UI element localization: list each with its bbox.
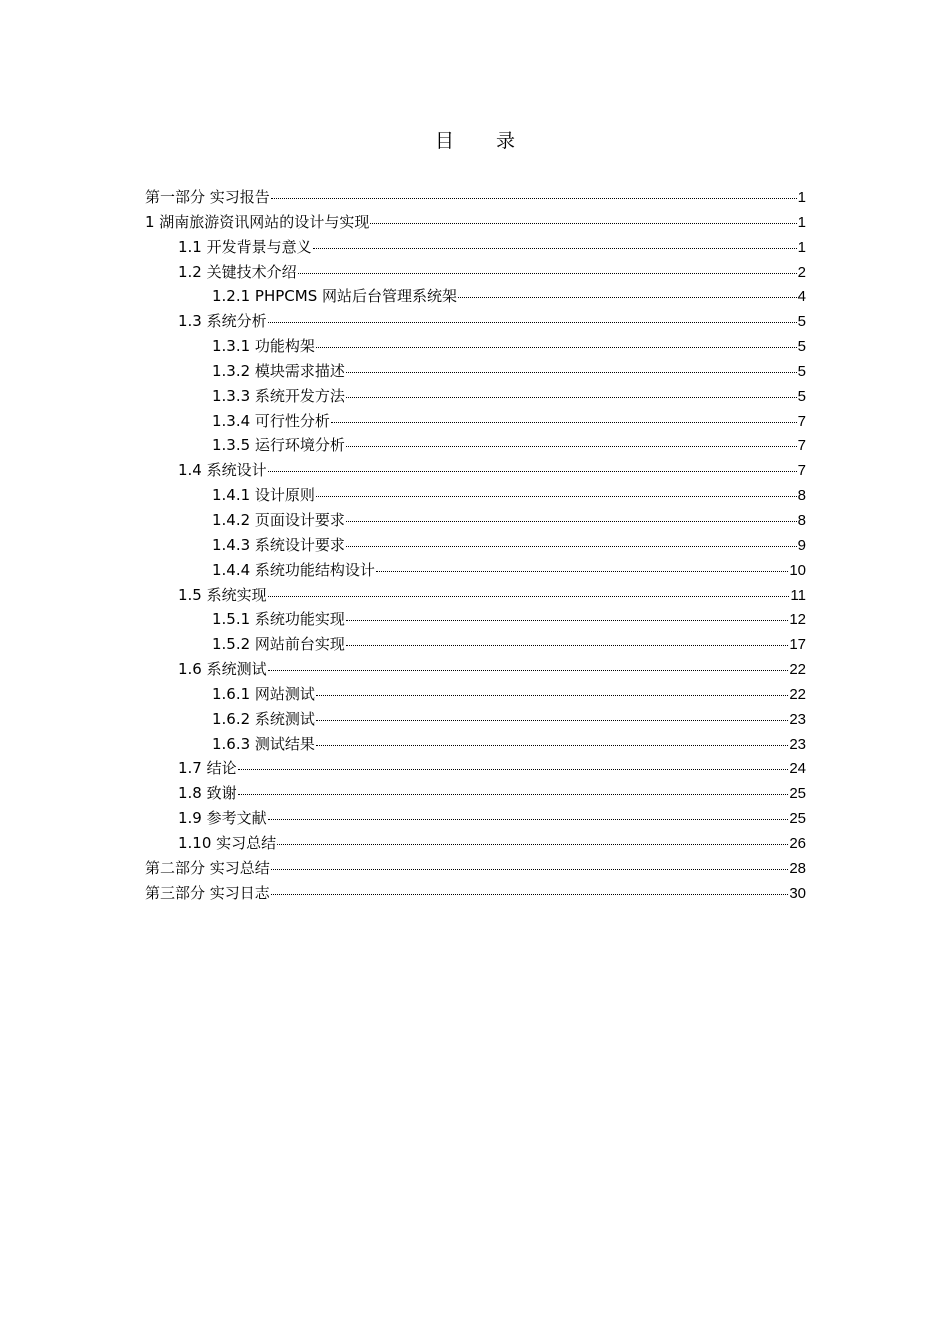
toc-leader-dots (313, 248, 797, 249)
toc-entry-text: 1.4.1 设计原则 (212, 486, 315, 505)
toc-entry-text: 1.3 系统分析 (178, 312, 267, 331)
toc-leader-dots (331, 422, 797, 423)
toc-entry[interactable] (145, 458, 806, 483)
toc-leader-dots (238, 769, 789, 770)
toc-entry-text: 1.3.2 模块需求描述 (212, 361, 345, 380)
toc-entry-text: 1.3.4 可行性分析 (212, 411, 330, 430)
toc-entry[interactable] (145, 284, 806, 309)
toc-entry-text: 1.4.2 页面设计要求 (212, 510, 345, 529)
toc-leader-dots (346, 372, 797, 373)
toc-entry-text: 1.6 系统测试 (178, 660, 267, 679)
toc-entry[interactable] (145, 682, 806, 707)
toc-entry[interactable] (145, 831, 806, 856)
toc-entry[interactable] (145, 235, 806, 260)
toc-page-number: 25 (789, 785, 806, 803)
toc-leader-dots (316, 745, 788, 746)
toc-entry-text: 1.6.3 测试结果 (212, 734, 315, 753)
toc-entry[interactable] (145, 309, 806, 334)
toc-leader-dots (316, 695, 788, 696)
toc-page-number: 7 (797, 462, 806, 480)
toc-entry-text: 1.3.3 系统开发方法 (212, 386, 345, 405)
toc-leader-dots (271, 894, 789, 895)
toc-entry-text: 1.2 关键技术介绍 (178, 262, 297, 281)
toc-leader-dots (316, 347, 797, 348)
toc-leader-dots (268, 322, 797, 323)
toc-leader-dots (238, 794, 789, 795)
toc-page-number: 12 (789, 611, 806, 629)
toc-leader-dots (346, 546, 797, 547)
toc-entry-text: 1.1 开发背景与意义 (178, 237, 312, 256)
toc-leader-dots (458, 297, 797, 298)
toc-entry[interactable] (145, 260, 806, 285)
toc-entry-text: 1.7 结论 (178, 759, 237, 778)
toc-entry-text: 1.8 致谢 (178, 784, 237, 803)
toc-leader-dots (268, 471, 797, 472)
toc-page-number: 7 (797, 437, 806, 455)
toc-entry-text: 第三部分 实习日志 (145, 883, 270, 902)
toc-entry[interactable] (145, 607, 806, 632)
toc-leader-dots (346, 645, 788, 646)
toc-leader-dots (316, 720, 788, 721)
toc-leader-dots (346, 446, 797, 447)
toc-entry-text: 1.6.2 系统测试 (212, 709, 315, 728)
toc-entry-text: 第二部分 实习总结 (145, 858, 270, 877)
toc-entry[interactable] (145, 483, 806, 508)
toc-leader-dots (346, 397, 797, 398)
toc-leader-dots (268, 596, 790, 597)
toc-entry[interactable] (145, 210, 806, 235)
toc-entry-text: 第一部分 实习报告 (145, 188, 270, 206)
toc-page-number: 7 (797, 412, 806, 430)
toc-entry[interactable] (145, 881, 806, 906)
toc-page-number: 22 (789, 661, 806, 679)
toc-leader-dots (277, 844, 788, 845)
toc-entry[interactable] (145, 781, 806, 806)
toc-entry[interactable] (145, 732, 806, 757)
toc-leader-dots (346, 521, 797, 522)
toc-entry[interactable] (145, 806, 806, 831)
table-of-contents (145, 185, 806, 905)
toc-page-number: 11 (790, 586, 806, 604)
toc-title: 目 录 (434, 130, 534, 152)
toc-entry[interactable] (145, 583, 806, 608)
toc-entry-text: 1.10 实习总结 (178, 833, 277, 852)
toc-page-number: 5 (797, 362, 806, 380)
toc-entry-text: 1.6.1 网站测试 (212, 684, 315, 703)
toc-leader-dots (268, 819, 789, 820)
toc-entry-text: 1.4 系统设计 (178, 461, 267, 480)
toc-entry[interactable] (145, 508, 806, 533)
toc-entry[interactable] (145, 334, 806, 359)
toc-entry[interactable] (145, 756, 806, 781)
toc-page-number: 22 (789, 685, 806, 703)
toc-leader-dots (376, 571, 788, 572)
toc-leader-dots (271, 869, 789, 870)
toc-entry-text: 1.3.5 运行环境分析 (212, 436, 345, 455)
toc-leader-dots (268, 670, 789, 671)
toc-entry[interactable] (145, 657, 806, 682)
toc-entry[interactable] (145, 384, 806, 409)
toc-page-number: 25 (789, 810, 806, 828)
toc-entry-text: 1.5 系统实现 (178, 585, 267, 604)
toc-leader-dots (271, 198, 797, 199)
toc-entry[interactable] (145, 359, 806, 384)
toc-entry-text: 1.4.3 系统设计要求 (212, 535, 345, 554)
toc-entry[interactable] (145, 707, 806, 732)
toc-leader-dots (298, 273, 797, 274)
toc-page-number: 5 (797, 338, 806, 356)
toc-page-number: 24 (789, 760, 806, 778)
toc-entry[interactable] (145, 533, 806, 558)
toc-page-number: 8 (797, 511, 806, 529)
toc-page-number: 30 (789, 884, 806, 902)
toc-entry-text: 1 湖南旅游资讯网站的设计与实现 (145, 212, 370, 231)
toc-page-number: 26 (789, 834, 806, 852)
toc-page-number: 2 (797, 263, 806, 281)
toc-page-number: 17 (789, 636, 806, 654)
toc-page-number: 28 (789, 859, 806, 877)
toc-leader-dots (346, 620, 788, 621)
toc-page-number: 5 (797, 313, 806, 331)
toc-entry-text: 1.9 参考文献 (178, 809, 267, 828)
toc-entry-text: 1.3.1 功能构架 (212, 337, 315, 356)
toc-entry[interactable] (145, 409, 806, 434)
toc-page-number: 8 (797, 487, 806, 505)
toc-entry[interactable] (145, 185, 806, 210)
toc-page-number: 10 (789, 561, 806, 579)
toc-entry-text: 1.5.1 系统功能实现 (212, 610, 345, 629)
toc-leader-dots (370, 223, 796, 224)
toc-page-number: 23 (789, 710, 806, 728)
toc-entry-text: 1.2.1 PHPCMS 网站后台管理系统架 (212, 287, 458, 306)
toc-page-number: 23 (789, 735, 806, 753)
toc-page-number: 1 (797, 213, 806, 231)
toc-entry-text: 1.5.2 网站前台实现 (212, 635, 345, 654)
toc-page-number: 4 (797, 288, 806, 306)
toc-entry[interactable] (145, 433, 806, 458)
toc-entry-text: 1.4.4 系统功能结构设计 (212, 560, 375, 579)
toc-leader-dots (316, 496, 797, 497)
toc-page-number: 5 (797, 387, 806, 405)
toc-page-number: 9 (797, 536, 806, 554)
toc-entry[interactable] (145, 856, 806, 881)
toc-page-number: 1 (797, 238, 806, 256)
toc-entry[interactable] (145, 632, 806, 657)
toc-entry[interactable] (145, 558, 806, 583)
toc-page-number: 1 (797, 189, 806, 206)
